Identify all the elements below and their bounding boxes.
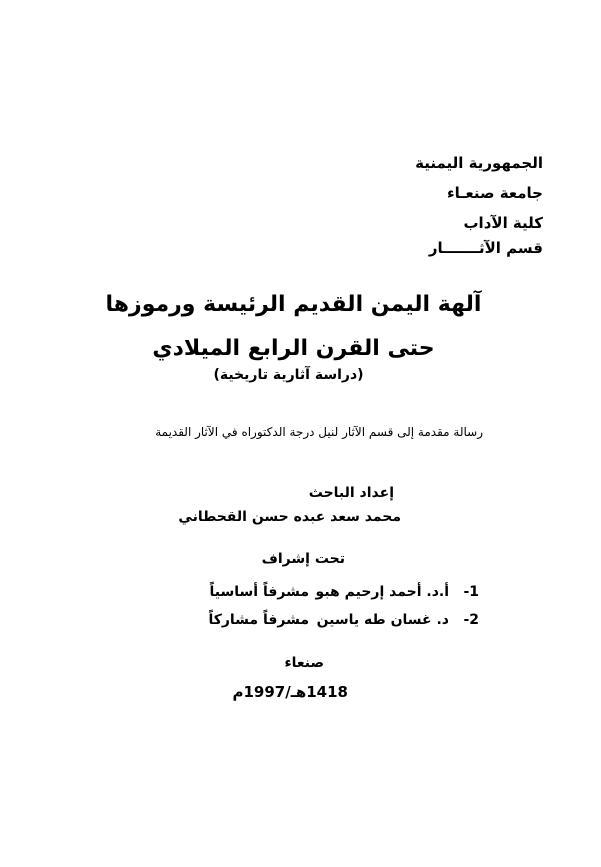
- faculty-name: كلية الآداب: [463, 214, 543, 232]
- researcher-name: محمد سعد عبده حسن القحطاني: [178, 509, 401, 525]
- preparation-label: إعداد الباحث: [308, 485, 394, 501]
- supervision-label: تحت إشراف: [261, 551, 345, 567]
- university-name: جامعة صنعـاء: [446, 184, 543, 202]
- supervisor-number: 1-: [463, 584, 479, 600]
- supervisor-row: [119, 584, 479, 600]
- place-name: صنعاء: [284, 655, 324, 671]
- thesis-title-line1: آلهة اليمن القديم الرئيسة ورموزها: [105, 292, 482, 317]
- thesis-statement: رسالة مقدمة إلى قسم الآثار لنيل درجة الدكتوراه في الآثار القديمة: [155, 425, 483, 439]
- supervisor-role: مشرفاً أساسياً: [209, 584, 309, 600]
- supervisor-name: د. غسان طه ياسين: [316, 612, 449, 628]
- department-name: قسم الآثـــــــار: [428, 239, 543, 257]
- supervisor-role: مشرفاً مشاركاً: [208, 612, 309, 628]
- publication-date: 1418هـ/1997م: [232, 683, 348, 701]
- thesis-title-line2: حتى القرن الرابع الميلادي: [152, 336, 435, 361]
- country-name: الجمهورية اليمنية: [415, 154, 543, 172]
- thesis-subtitle: (دراسة آثارية تاريخية): [213, 367, 364, 383]
- supervisor-number: 2-: [463, 612, 479, 628]
- supervisor-row: [119, 612, 479, 628]
- supervisor-name: أ.د. أحمد إرحيم هبو: [315, 584, 449, 600]
